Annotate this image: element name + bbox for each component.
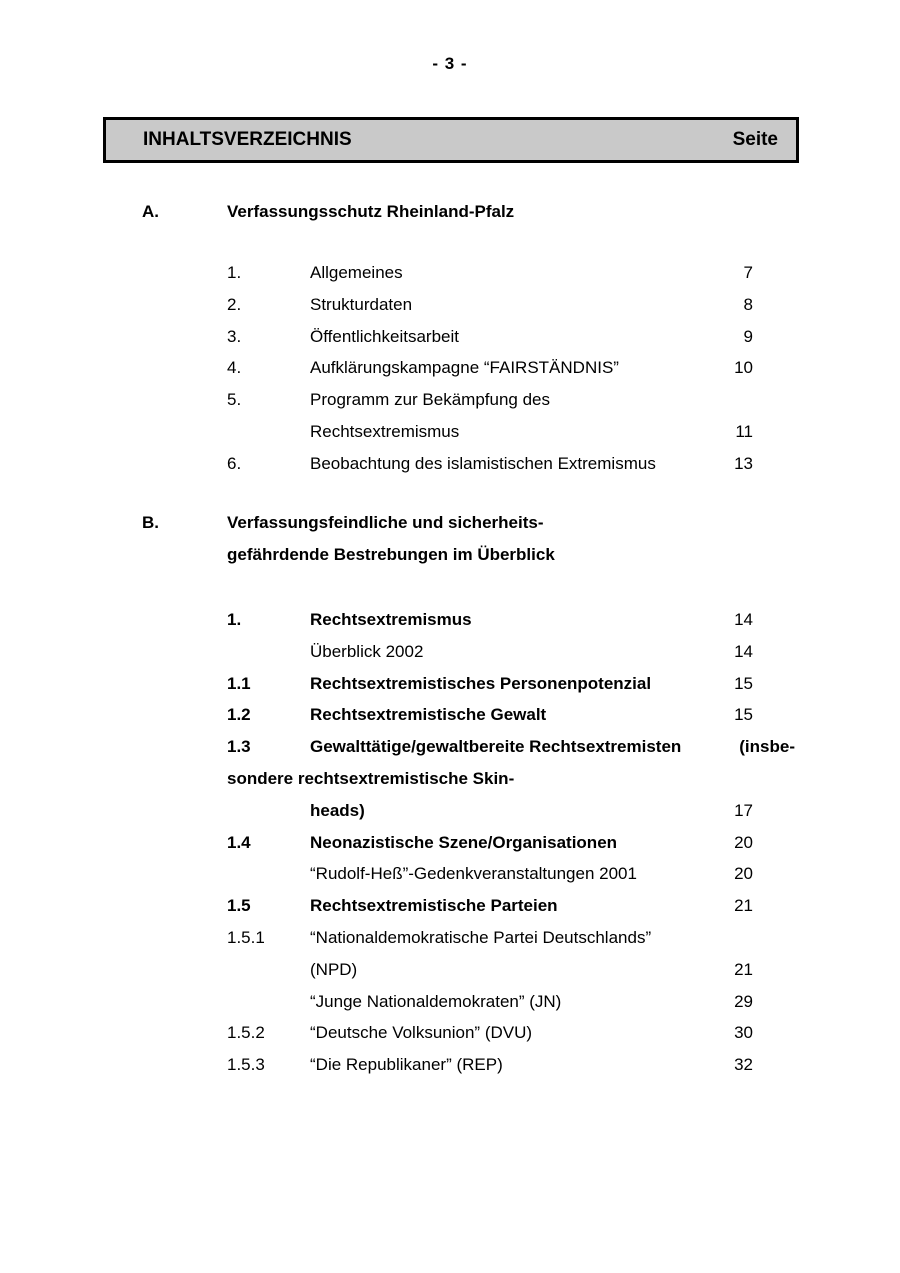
toc-item-title: Rechtsextremistische Parteien — [310, 896, 558, 916]
toc-item-title: Rechtsextremismus — [310, 610, 472, 629]
toc-item-title: Rechtsextremistisches Personenpotenzial — [310, 673, 652, 693]
toc-page-number: 17 — [734, 800, 753, 820]
toc-row — [142, 890, 753, 922]
toc-page-number: 29 — [734, 991, 753, 1011]
toc-row — [142, 986, 753, 1018]
toc-item-title: (NPD) — [310, 959, 358, 979]
toc-row — [142, 668, 753, 700]
toc-item-number: 3. — [227, 326, 242, 346]
toc-item-title: Neonazistische Szene/Organisationen — [310, 832, 618, 852]
toc-hyphenated-fragment: (insbe- — [739, 737, 795, 757]
toc-item-title: “Rudolf-Heß”-Gedenkveranstaltungen 2001 — [310, 864, 637, 884]
toc-item-title: “Deutsche Volksunion” (DVU) — [310, 1023, 533, 1043]
toc-item-number: 2. — [227, 294, 242, 314]
toc-item-number: 1.4 — [227, 832, 251, 852]
toc-page-number: 15 — [734, 705, 753, 725]
toc-item-title: Beobachtung des islamistischen Extremismus — [310, 453, 656, 473]
toc-item-number: 1.5.1 — [227, 927, 265, 947]
toc-item-title: Allgemeines — [310, 263, 403, 282]
toc-item-title: “Nationaldemokratische Partei Deutschlands” — [310, 927, 652, 947]
section-a-heading — [142, 196, 753, 228]
section-letter: A. — [142, 202, 159, 221]
toc-section-row — [142, 507, 753, 539]
section-a-items — [142, 257, 753, 480]
toc-row — [142, 636, 753, 668]
toc-row — [142, 1017, 753, 1049]
toc-row — [142, 289, 753, 321]
toc-row — [142, 858, 753, 890]
toc-row — [142, 763, 753, 795]
toc-item-title: Überblick 2002 — [310, 641, 424, 661]
toc-row — [142, 954, 753, 986]
toc-item-number: 1.5.2 — [227, 1023, 265, 1043]
toc-item-title: Öffentlichkeitsarbeit — [310, 326, 459, 346]
toc-page-number: 7 — [743, 263, 753, 282]
toc-header-bar — [103, 117, 799, 163]
toc-page-number: 9 — [743, 326, 753, 346]
toc-item-number: 1.5.3 — [227, 1055, 265, 1075]
toc-item-number: 1.1 — [227, 673, 251, 693]
section-title: Verfassungsfeindliche und sicherheits- — [227, 513, 544, 532]
section-title: Verfassungsschutz Rheinland-Pfalz — [227, 202, 515, 221]
toc-page-number: 21 — [734, 959, 753, 979]
toc-item-number: 5. — [227, 390, 242, 410]
section-letter: B. — [142, 513, 159, 532]
toc-item-title: Rechtsextremismus — [310, 421, 460, 441]
toc-page-number — [691, 922, 753, 954]
section-b-items — [142, 604, 795, 1081]
toc-row — [142, 448, 753, 480]
toc-page-number: 14 — [734, 610, 753, 629]
toc-row — [142, 257, 753, 289]
toc-item-number: 1.3 — [227, 737, 251, 757]
toc-page-number: 20 — [734, 864, 753, 884]
toc-item-title: Rechtsextremistische Gewalt — [310, 705, 547, 725]
toc-page-number: 13 — [734, 453, 753, 473]
toc-item-number: 1. — [227, 263, 242, 282]
section-b-heading — [142, 507, 753, 571]
toc-row — [142, 731, 795, 763]
toc-title: INHALTSVERZEICHNIS — [143, 129, 352, 150]
toc-page-column-label: Seite — [732, 129, 778, 150]
toc-row — [142, 827, 753, 859]
toc-page-number: 11 — [735, 421, 753, 441]
toc-row — [142, 604, 753, 636]
toc-page-number: 32 — [734, 1055, 753, 1075]
toc-row — [142, 922, 753, 954]
toc-row — [142, 352, 753, 384]
toc-page-number: 21 — [734, 896, 753, 916]
toc-item-title: sondere rechtsextremistische Skin- — [227, 768, 515, 788]
toc-item-number: 1. — [227, 610, 242, 629]
toc-item-title: Strukturdaten — [310, 294, 413, 314]
toc-page-number: 14 — [734, 641, 753, 661]
toc-row — [142, 416, 753, 448]
toc-item-title: Programm zur Bekämpfung des — [310, 390, 550, 410]
toc-section-row — [142, 196, 753, 228]
toc-page-number: 15 — [734, 673, 753, 693]
toc-page-number — [691, 384, 753, 416]
toc-row — [142, 1049, 753, 1081]
toc-row — [142, 384, 753, 416]
toc-row — [142, 699, 753, 731]
toc-item-number: 1.5 — [227, 896, 251, 916]
toc-item-title: Aufklärungskampagne “FAIRSTÄNDNIS” — [310, 358, 619, 378]
toc-item-title: “Junge Nationaldemokraten” (JN) — [310, 991, 562, 1011]
toc-item-number: 4. — [227, 358, 242, 378]
toc-item-title: Gewalttätige/gewaltbereite Rechtsextremisten — [310, 737, 682, 757]
toc-page-number: 10 — [734, 358, 753, 378]
toc-item-number: 6. — [227, 453, 242, 473]
toc-section-row — [142, 539, 753, 571]
toc-page-number: 30 — [734, 1023, 753, 1043]
toc-item-title: heads) — [310, 800, 365, 820]
toc-page-number: 20 — [734, 832, 753, 852]
page-number: - 3 - — [432, 54, 468, 73]
toc-item-number: 1.2 — [227, 705, 251, 725]
toc-page-number: 8 — [743, 294, 753, 314]
toc-row — [142, 795, 753, 827]
section-title: gefährdende Bestrebungen im Überblick — [227, 544, 555, 564]
toc-row — [142, 321, 753, 353]
toc-item-title: “Die Republikaner” (REP) — [310, 1055, 503, 1075]
